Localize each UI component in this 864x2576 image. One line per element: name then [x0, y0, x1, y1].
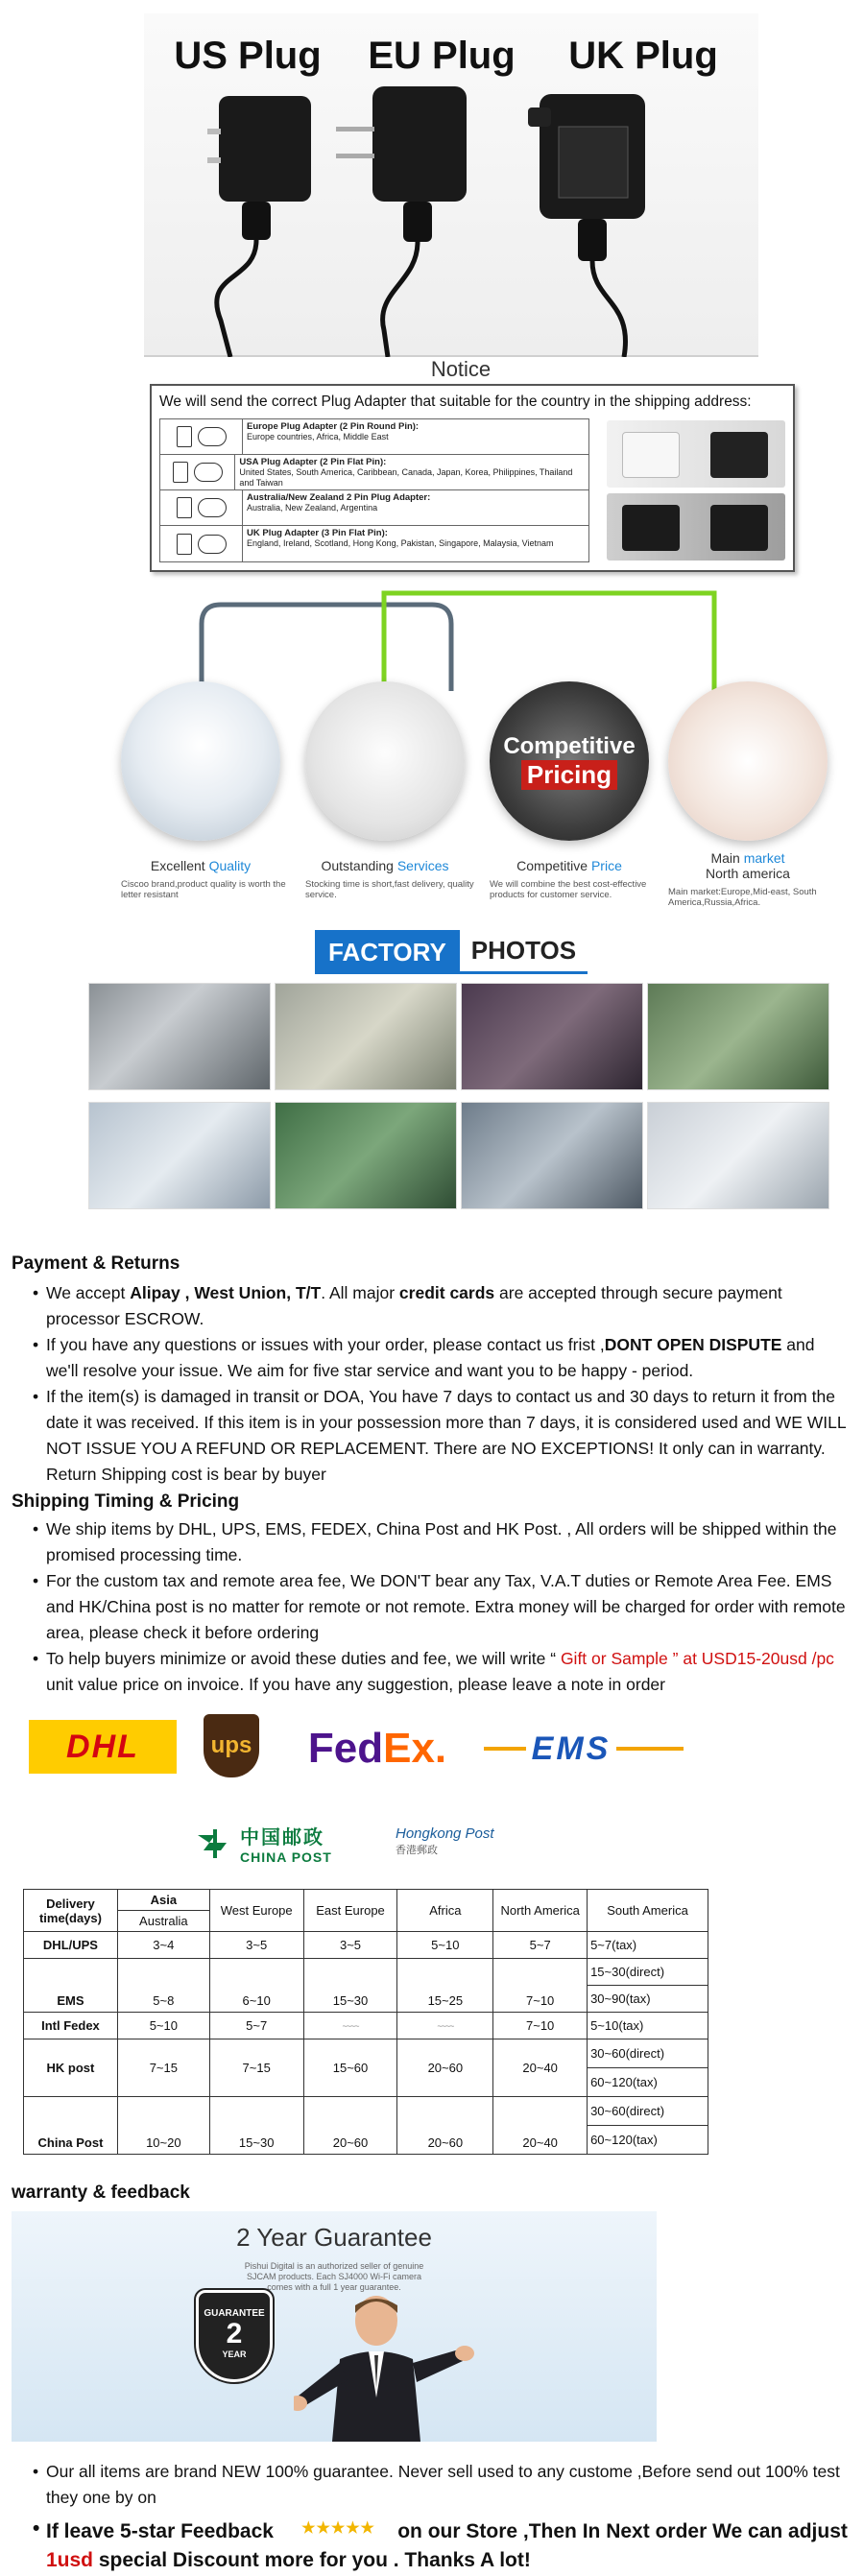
- ups-logo: ups: [204, 1714, 259, 1777]
- table-row: China Post 10~20 15~30 20~60 20~60 20~40 30~60(direct): [24, 2097, 708, 2126]
- feedback-promo: • If leave 5-star Feedback ★★★★★ on our Store ,Then In Next order We can adjust 1usd special Discount more for you . Thanks A lot!: [33, 2517, 848, 2571]
- factory-photo: [461, 983, 643, 1090]
- services-photo: [305, 681, 465, 841]
- list-item: • We ship items by DHL, UPS, EMS, FEDEX, China Post and HK Post. , All orders will be shipped within the promised processing time.: [33, 1516, 851, 1568]
- guarantee-title: 2 Year Guarantee: [236, 2223, 432, 2252]
- feature-market: [657, 681, 839, 908]
- factory-photo: [88, 1102, 271, 1209]
- list-item: • To help buyers minimize or avoid these duties and fee, we will write “ Gift or Sample ” at USD15-20usd /pc unit value price on invoice. If you have any suggestion, please leave a note in order: [33, 1646, 851, 1698]
- feature-name: Competitive Price: [516, 858, 622, 873]
- plug-row-name: Europe Plug Adapter (2 Pin Round Pin):: [247, 421, 420, 432]
- five-star-icon: ★★★★★: [301, 2520, 375, 2537]
- factory-photos-heading: [315, 929, 593, 975]
- us-plug-label: US Plug: [174, 35, 322, 77]
- businessman-illustration: [294, 2292, 476, 2442]
- table-row: EMS 5~8 6~10 15~30 15~25 7~10 15~30(direct): [24, 1959, 708, 1986]
- guarantee-badge-icon: GUARANTEE 2 YEAR: [196, 2290, 273, 2382]
- plug-row-countries: United States, South America, Caribbean, Canada, Japan, Korea, Philippines, Thailand and Taiwan: [239, 467, 573, 488]
- table-row: Intl Fedex 5~10 5~7 ~~~~ ~~~~ 7~10 5~10(tax): [24, 2013, 708, 2039]
- warranty-bullets: [33, 2459, 851, 2511]
- fedex-logo: Fed Ex.: [307, 1725, 447, 1772]
- uk-plug-label: UK Plug: [568, 35, 718, 77]
- feature-name: Main market North america: [706, 850, 790, 881]
- warranty-title: warranty & feedback: [12, 2182, 190, 2203]
- factory-photo: [88, 983, 271, 1090]
- header-delivery: Delivery time(days): [24, 1890, 118, 1932]
- photos-word: PHOTOS: [460, 930, 588, 974]
- notice-title: Notice: [430, 357, 492, 381]
- factory-photo: [275, 983, 457, 1090]
- table-row: 30~90(tax): [24, 1986, 708, 2013]
- factory-photo: [275, 1102, 457, 1209]
- feature-name: Excellent Quality: [150, 858, 252, 873]
- feature-desc: We will combine the best cost-effective products for customer service.: [490, 879, 647, 900]
- plug-row: [160, 419, 588, 455]
- notice-lead: We will send the correct Plug Adapter that suitable for the country in the shipping address:: [159, 394, 752, 410]
- header-west-europe: West Europe: [209, 1890, 303, 1932]
- header-north-america: North America: [493, 1890, 588, 1932]
- feature-name: Outstanding Services: [321, 858, 449, 873]
- plug-row-countries: Australia, New Zealand, Argentina: [247, 503, 378, 513]
- plug-adapters-illustration: [144, 13, 758, 357]
- china-post-emblem-icon: [194, 1825, 232, 1860]
- list-item: • Our all items are brand NEW 100% guarantee. Never sell used to any custome ,Before send out 100% test they one by on: [33, 2459, 851, 2511]
- header-australia: Australia: [117, 1911, 209, 1932]
- guarantee-banner: [12, 2211, 657, 2442]
- plug-row-countries: Europe countries, Africa, Middle East: [247, 432, 389, 441]
- plug-row: [160, 455, 588, 490]
- payment-bullets: [33, 1280, 851, 1488]
- list-item: • If you have any questions or issues with your order, please contact us frist ,DONT OPEN DISPUTE and we'll resolve your issue. We aim for five star service and want you to be happy - period.: [33, 1332, 851, 1384]
- feature-desc: Ciscoo brand,product quality is worth the letter resistant: [121, 879, 286, 900]
- guarantee-subtitle: Pishui Digital is an authorized seller of genuine SJCAM products. Each SJ4000 Wi-Fi camera comes with a full 1 year guarantee.: [244, 2261, 424, 2292]
- factory-photo-grid: [88, 983, 835, 1211]
- header-south-america: South America: [588, 1890, 708, 1932]
- notice-box: [150, 384, 795, 572]
- white-adapter-photo: [607, 420, 785, 488]
- plug-row-name: USA Plug Adapter (2 Pin Flat Pin):: [239, 457, 387, 467]
- china-post-logo: 中国邮政 CHINA POST: [190, 1820, 361, 1866]
- eu-plug-label: EU Plug: [368, 35, 516, 77]
- ems-logo: EMS: [480, 1729, 687, 1768]
- feature-quality: [109, 681, 292, 900]
- list-item: • We accept Alipay , West Union, T/T. All major credit cards are accepted through secure payment processor ESCROW.: [33, 1280, 851, 1332]
- features-section: [96, 585, 826, 912]
- quality-photo: [121, 681, 280, 841]
- table-row: DHL/UPS 3~4 3~5 3~5 5~10 5~7 5~7(tax): [24, 1932, 708, 1959]
- feature-services: [294, 681, 476, 900]
- dhl-logo: DHL: [29, 1720, 177, 1774]
- header-asia: Asia: [117, 1890, 209, 1911]
- europe-plug-icon: [160, 419, 243, 454]
- plug-adapter-table: [159, 418, 589, 562]
- plugs-photo: [144, 13, 758, 357]
- black-adapter-photo: [607, 493, 785, 561]
- table-row: 60~120(tax): [24, 2068, 708, 2097]
- list-item: • For the custom tax and remote area fee, We DON'T bear any Tax, V.A.T duties or Remote Area Fee. EMS and HK/China post is no matter for remote or not remote. Extra money will be charged for order with remote area, please check it before ordering: [33, 1568, 851, 1646]
- australia-plug-icon: [160, 490, 243, 525]
- factory-photo: [461, 1102, 643, 1209]
- plug-row: [160, 490, 588, 526]
- world-map-photo: [668, 681, 828, 841]
- feature-desc: Main market:Europe,Mid-east, South America,Russia,Africa.: [668, 887, 817, 908]
- connector-lines: [96, 585, 826, 691]
- header-east-europe: East Europe: [303, 1890, 397, 1932]
- hongkong-post-logo: Hongkong Post 香港郵政: [396, 1825, 494, 1856]
- plug-row-name: UK Plug Adapter (3 Pin Flat Pin):: [247, 528, 388, 538]
- delivery-time-table: [23, 1889, 708, 2155]
- feature-desc: Stocking time is short,fast delivery, quality service.: [305, 879, 474, 900]
- list-item: • If the item(s) is damaged in transit or DOA, You have 7 days to contact us and 30 days to return it from the date it was received. If this item is in your possession more than 7 days, it is considered used and WE WILL NOT ISSUE YOU A REFUND OR REPLACEMENT. There are NO EXCEPTIONS! It only can in warranty. Return Shipping cost is bear by buyer: [33, 1384, 851, 1488]
- plug-row: [160, 526, 588, 561]
- shipping-title: Shipping Timing & Pricing: [12, 1491, 240, 1512]
- usa-plug-icon: [160, 455, 235, 489]
- factory-photo: [647, 1102, 829, 1209]
- table-row: HK post 7~15 7~15 15~60 20~60 20~40 30~60(direct): [24, 2039, 708, 2068]
- table-row: 60~120(tax): [24, 2126, 708, 2155]
- shipping-bullets: [33, 1516, 851, 1698]
- plug-row-countries: England, Ireland, Scotland, Hong Kong, Pakistan, Singapore, Malaysia, Vietnam: [247, 538, 554, 548]
- competitive-pricing-badge: Competitive Pricing: [490, 681, 649, 841]
- payment-returns-title: Payment & Returns: [12, 1253, 180, 1274]
- feature-price: [478, 681, 660, 900]
- header-africa: Africa: [397, 1890, 493, 1932]
- uk-plug-icon: [160, 526, 243, 561]
- factory-photo: [647, 983, 829, 1090]
- plug-row-name: Australia/New Zealand 2 Pin Plug Adapter:: [247, 492, 431, 503]
- factory-word: FACTORY: [315, 930, 460, 974]
